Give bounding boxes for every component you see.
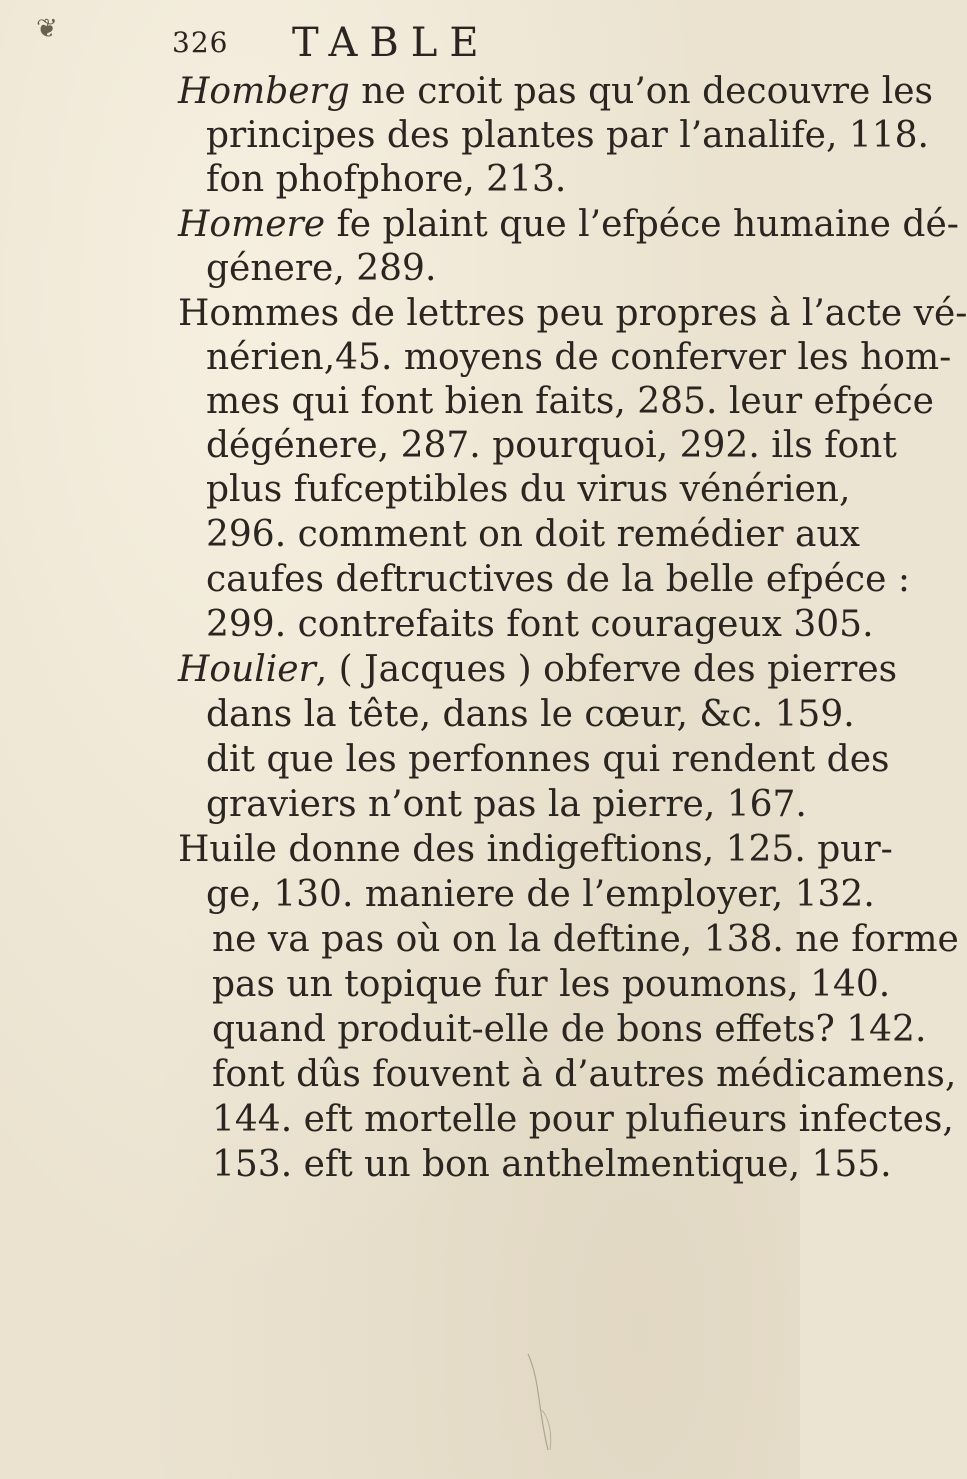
entry-continuation: 296. comment on doit remédier aux <box>206 514 860 555</box>
entry-continuation: font dûs fouvent à d’autres médicamens, <box>212 1054 957 1095</box>
pencil-mark-icon <box>520 1350 560 1460</box>
entry-name: Huile <box>178 829 277 870</box>
entry-name: Houlier <box>178 649 316 690</box>
entry-continuation: ne va pas où on la deftine, 138. ne forme <box>212 919 959 960</box>
entry-name: Homberg <box>178 71 350 112</box>
entry-continuation: dans la tête, dans le cœur, &c. 159. <box>206 694 855 735</box>
page-header <box>172 20 692 70</box>
entry-continuation: 153. eft un bon anthelmentique, 155. <box>212 1144 892 1185</box>
entry-continuation: dit que les perfonnes qui rendent des <box>206 739 890 780</box>
entry-continuation: 144. eft mortelle pour plufieurs infectes, <box>212 1099 954 1140</box>
index-entry-homberg <box>178 70 933 114</box>
entry-continuation: 299. contrefaits font courageux 305. <box>206 604 874 645</box>
entry-continuation: pas un topique fur les poumons, 140. <box>212 964 891 1005</box>
page-number: 326 <box>172 26 229 59</box>
entry-continuation: principes des plantes par l’analife, 118. <box>206 115 929 156</box>
entry-text: donne des indigeftions, 125. pur- <box>288 829 893 870</box>
entry-text: de lettres peu propres à l’acte vé- <box>350 293 967 334</box>
entry-continuation: mes qui font bien faits, 285. leur efpéce <box>206 381 934 422</box>
entry-continuation: plus fufceptibles du virus vénérien, <box>206 469 851 510</box>
index-entry-homere <box>178 203 959 247</box>
printer-ornament-icon: ❦ <box>36 14 58 44</box>
entry-continuation: caufes deftructives de la belle efpéce : <box>206 559 910 600</box>
index-entry-hommes <box>178 292 967 336</box>
entry-text: ne croit pas qu’on decouvre les <box>361 71 934 112</box>
entry-text: fe plaint que l’efpéce humaine dé- <box>336 204 959 245</box>
entry-continuation: dégénere, 287. pourquoi, 292. ils font <box>206 425 897 466</box>
entry-continuation: quand produit-elle de bons effets? 142. <box>212 1009 927 1050</box>
index-entry-houlier <box>178 648 897 692</box>
index-entry-huile <box>178 828 893 872</box>
running-head: TABLE <box>292 20 491 66</box>
entry-text: , ( Jacques ) obferve des pierres <box>315 649 898 690</box>
entry-continuation: ge, 130. maniere de l’employer, 132. <box>206 874 875 915</box>
entry-continuation: fon phofphore, 213. <box>206 159 567 200</box>
entry-name: Hommes <box>178 293 340 334</box>
entry-continuation: génere, 289. <box>206 248 437 289</box>
entry-continuation: graviers n’ont pas la pierre, 167. <box>206 784 807 825</box>
entry-continuation: nérien,45. moyens de conferver les hom- <box>206 337 952 378</box>
entry-name: Homere <box>178 204 326 245</box>
